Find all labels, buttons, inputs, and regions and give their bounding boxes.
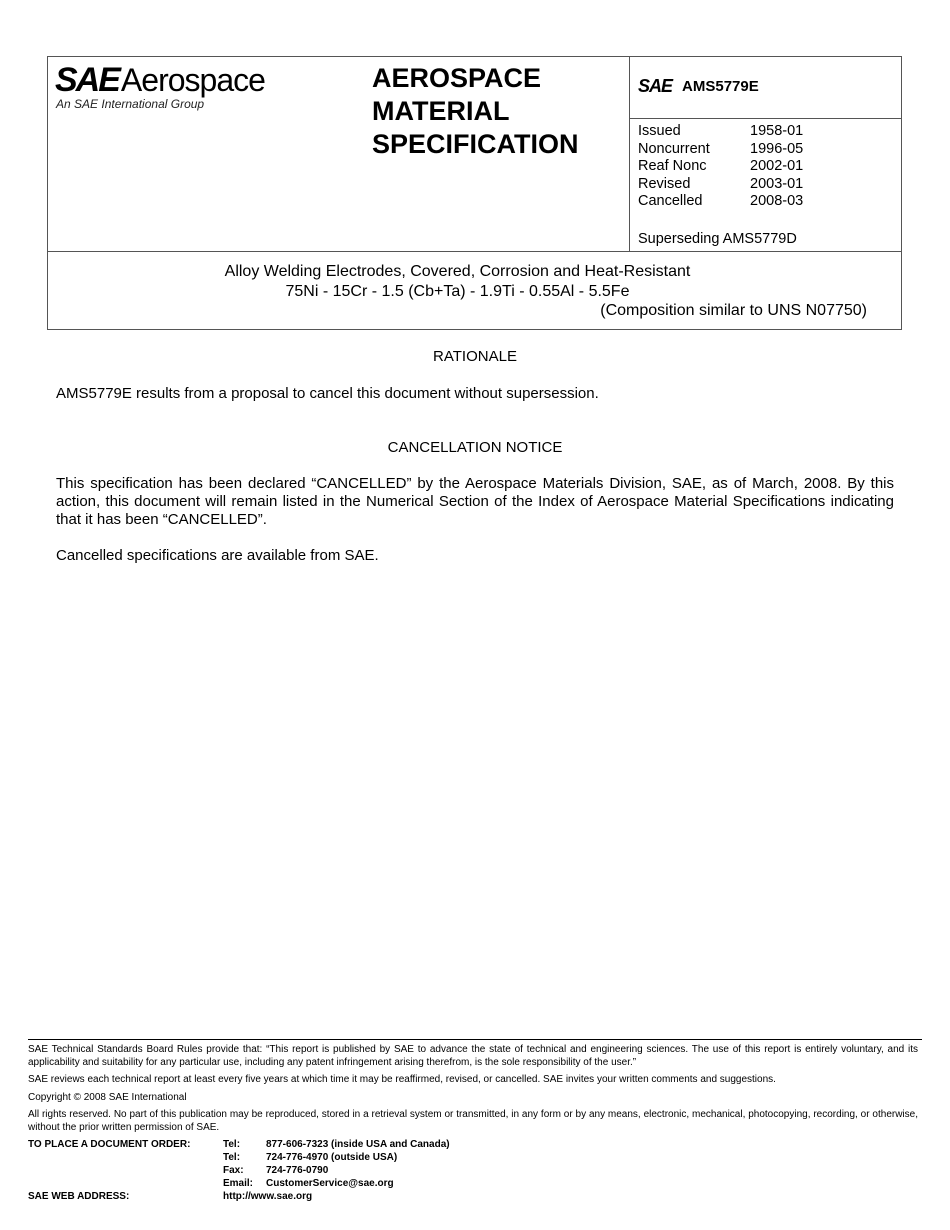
- order-row: [28, 1177, 450, 1190]
- superseding-note: Superseding AMS5779D: [638, 231, 797, 247]
- date-history: [638, 123, 803, 211]
- sae-mini-logo: SAE: [638, 76, 673, 96]
- rationale-text: AMS5779E results from a proposal to cancel this document without supersession.: [56, 385, 599, 402]
- date-row: [638, 158, 803, 176]
- sae-aerospace-logo: [55, 61, 265, 111]
- availability-text: Cancelled specifications are available from SAE.: [56, 547, 379, 564]
- contact-label: Email:: [223, 1178, 254, 1189]
- header-divider-right: [629, 118, 901, 119]
- contact-label: Tel:: [223, 1139, 241, 1150]
- order-info: [28, 1138, 450, 1203]
- header-box: [47, 56, 902, 330]
- header-divider-vertical: [629, 57, 630, 251]
- logo-subtitle: An SAE International Group: [56, 97, 205, 111]
- footer-rules-text: SAE Technical Standards Board Rules provide that: “This report is published by SAE to advance the state of technical and engineering sciences. The use of this report is entirely voluntary, and its applicability and suitability for any particular use, including any patent infringement arising therefrom, is the sole responsibility of the user.”: [28, 1044, 918, 1068]
- doc-number: AMS5779E: [682, 78, 759, 95]
- date-row: [638, 123, 803, 141]
- footer-copyright: Copyright © 2008 SAE International: [28, 1092, 187, 1103]
- date-value: 1996-05: [750, 140, 804, 157]
- date-row: [638, 176, 803, 194]
- date-label: Reaf Nonc: [638, 158, 707, 175]
- footer-rule: [28, 1039, 922, 1040]
- web-label: SAE WEB ADDRESS:: [28, 1191, 130, 1202]
- logo-brand: SAE: [55, 61, 119, 99]
- subject-uns-note: (Composition similar to UNS N07750): [600, 302, 867, 319]
- title-line: MATERIAL: [372, 96, 510, 126]
- date-label: Noncurrent: [638, 140, 710, 157]
- date-value: 2008-03: [750, 193, 804, 210]
- contact-value: 877-606-7323 (inside USA and Canada): [266, 1139, 450, 1150]
- order-label: TO PLACE A DOCUMENT ORDER:: [28, 1139, 191, 1150]
- title-line: SPECIFICATION: [372, 129, 579, 159]
- order-row: [28, 1164, 450, 1177]
- date-label: Revised: [638, 175, 691, 192]
- rationale-heading: RATIONALE: [433, 348, 517, 365]
- title-line: AEROSPACE: [372, 63, 542, 93]
- date-label: Issued: [638, 123, 681, 139]
- contact-label: Tel:: [223, 1152, 241, 1163]
- document-type-title: [372, 62, 579, 161]
- cancellation-heading: CANCELLATION NOTICE: [387, 439, 563, 456]
- order-row: [28, 1190, 450, 1203]
- document-id: [638, 76, 759, 97]
- contact-value: 724-776-4970 (outside USA): [266, 1152, 398, 1163]
- footer-review-text: SAE reviews each technical report at least every five years at which time it may be reaffirmed, revised, or cancelled. SAE invites your written comments and suggestions.: [28, 1074, 776, 1085]
- date-label: Cancelled: [638, 193, 703, 210]
- logo-word: Aerospace: [120, 62, 265, 98]
- email-link[interactable]: CustomerService@sae.org: [266, 1178, 394, 1189]
- contact-value: 724-776-0790: [266, 1165, 329, 1176]
- header-divider-horizontal: [48, 251, 901, 252]
- date-value: 2003-01: [750, 175, 804, 192]
- subject-line: Alloy Welding Electrodes, Covered, Corrosion and Heat-Resistant: [224, 263, 691, 280]
- order-row: [28, 1151, 450, 1164]
- subject-composition: 75Ni - 15Cr - 1.5 (Cb+Ta) - 1.9Ti - 0.55Al - 5.5Fe: [285, 282, 630, 300]
- web-link[interactable]: http://www.sae.org: [223, 1191, 313, 1202]
- date-value: 2002-01: [750, 158, 804, 175]
- header-top: [48, 57, 901, 251]
- order-row: [28, 1138, 450, 1151]
- footer-rights-text: All rights reserved. No part of this publication may be reproduced, stored in a retrieval system or transmitted, in any form or by any means, electronic, mechanical, photocopying, recording, or otherwise, without the prior written permission of SAE.: [28, 1109, 918, 1133]
- contact-label: Fax:: [223, 1165, 244, 1176]
- subject-block: [48, 262, 901, 321]
- date-row: [638, 193, 803, 211]
- date-value: 1958-01: [750, 123, 804, 139]
- cancellation-text: This specification has been declared “CANCELLED” by the Aerospace Materials Division, SAE, as of March, 2008. By this action, this document will remain listed in the Numerical Section of the Index of Aerospace Material Specifications indicating that it has been “CANCELLED”.: [56, 475, 894, 528]
- date-row: [638, 141, 803, 159]
